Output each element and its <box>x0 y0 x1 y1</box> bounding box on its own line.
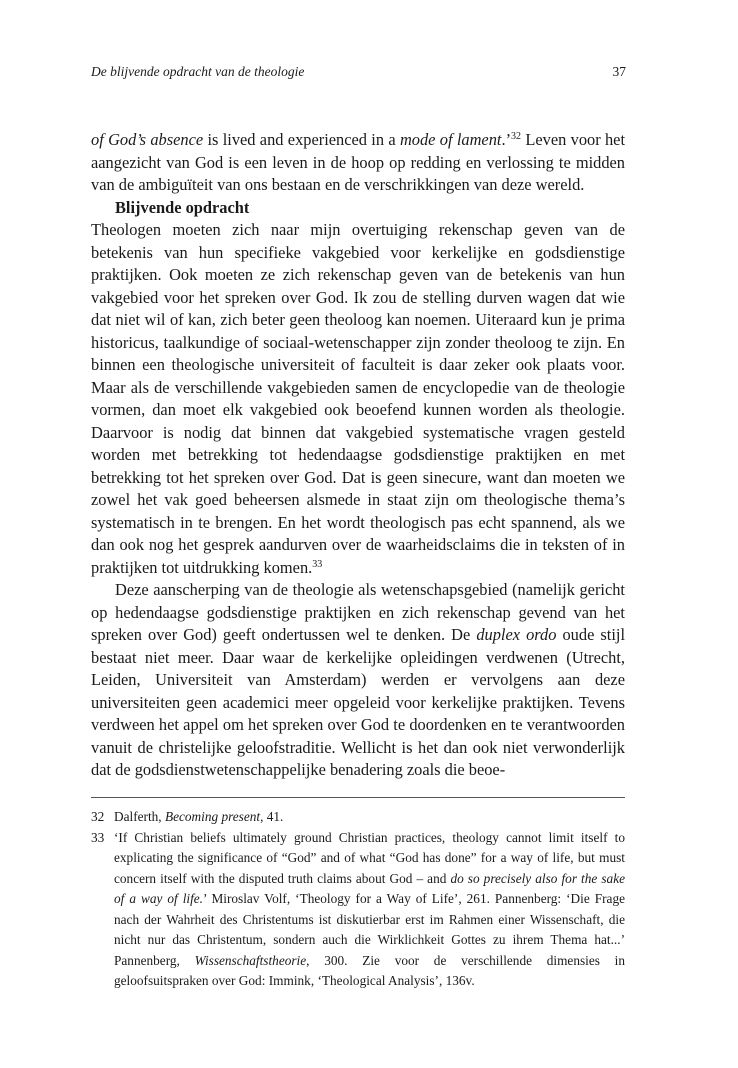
italic-phrase: of God’s absence <box>91 130 204 149</box>
footnote-number: 33 <box>91 829 105 845</box>
section-heading: Blijvende opdracht <box>115 197 250 217</box>
running-title: De blijvende opdracht van de theologie <box>91 64 305 79</box>
footnote-ref[interactable]: 32 <box>511 131 522 142</box>
page-number: 37 <box>612 64 626 79</box>
paragraph-3: Deze aanscherping van de theologie als wetenschapsgebied (namelijk gericht op hedendaagse godsdienstige praktijken en zich rekenschap gevend van het spreken over God) geeft ondertussen wel te denken. De duplex ordo oude stijl bestaat niet meer. Daar waar de kerkelijke opleidingen verdwenen (Utrecht, Leiden, Universiteit van Amsterdam) werden er vervolgens aan deze universiteiten geen academici meer opgeleid voor kerkelijke praktijken. Tevens verdween het appel om het spreken over God te doordenken en te verantwoorden vanuit de christelijke geloofstraditie. Wellicht is het dan ook niet verwonderlijk dat de godsdienstwetenschappelijke benadering zoals die beoe- <box>91 580 625 779</box>
paragraph-2: Theologen moeten zich naar mijn overtuiging rekenschap geven van de betekenis van hun specifieke vakgebied voor kerkelijke en godsdienstige praktijken. Ook moeten ze zich rekenschap geven van de betekenis van hun vakgebied voor het spreken over God. Ik zou de stelling durven wagen dat wie dat niet wil of kan, zich beter geen theoloog kan noemen. Uiteraard kun je prima historicus, taalkundige of sociaal-wetenschapper zijn zonder theoloog te zijn. En binnen een theologische universiteit of faculteit is daar zeker ook plaats voor. Maar als de verschillende vakgebieden samen de encyclopedie van de theologie vormen, dan moet elk vakgebied ook beoefend kunnen worden als theologie. Daarvoor is nodig dat binnen dat vakgebied systematische vragen gesteld worden met betrekking tot hedendaagse godsdienstige praktijken en met betrekking tot het spreken over God. Dat is geen sinecure, want dan moeten we zowel het vak goed beheersen alsmede in staat zijn om theologische thema’s systematisch in te brengen. En het wordt theologisch pas echt spannend, als we dan ook nog het gesprek aandurven over de waarheidsclaims die in teksten of in praktijken tot uitdrukking komen.$^{33}$ <box>91 220 625 577</box>
footnote-ref[interactable]: 33 <box>312 558 323 570</box>
footnote <box>91 807 625 828</box>
footnote-divider <box>91 797 625 798</box>
footnote <box>91 828 625 992</box>
footnote-number: 32 <box>91 809 105 824</box>
main-text <box>91 129 625 782</box>
running-header <box>91 64 626 80</box>
italic-phrase: mode of lament <box>399 130 502 149</box>
footnotes <box>91 807 625 992</box>
footnote-text: ‘If Christian beliefs ultimately ground Christian practices, theology cannot limit itself to explicating the significance of “God” and of what “God has done” for a way of life, but must concern itself with the disputed truth claims about God – and do so precisely also for the sake of a way of life.’ Miroslav Volf, ‘Theology for a Way of Life’, 261. Pannenberg: ‘Die Frage nach der Wahrheit des Christentums ist diskutierbar erst im Rahmen einer Wissenschaft, die nicht nur das Christentum, sondern auch die Wirklichkeit Gottes zu ihrem Thema hat...’ Pannenberg, Wissenschaftstheorie, 300. Zie voor de verschillende dimensies in geloofsuitspraken over God: Immink, ‘Theological Analysis’, 136v. <box>114 829 625 988</box>
italic-phrase: duplex ordo <box>476 625 557 644</box>
paragraph-1: of God’s absence is lived and experienced in a mode of lament.’$^{32}$ Leven voor het aangezicht van God is een leven in de hoop op redding en verlossing te midden van de ambiguïteit van ons bestaan en de verschrikkingen van deze wereld. <box>91 130 626 194</box>
footnote-text: Dalferth, Becoming present, 41. <box>114 809 284 824</box>
